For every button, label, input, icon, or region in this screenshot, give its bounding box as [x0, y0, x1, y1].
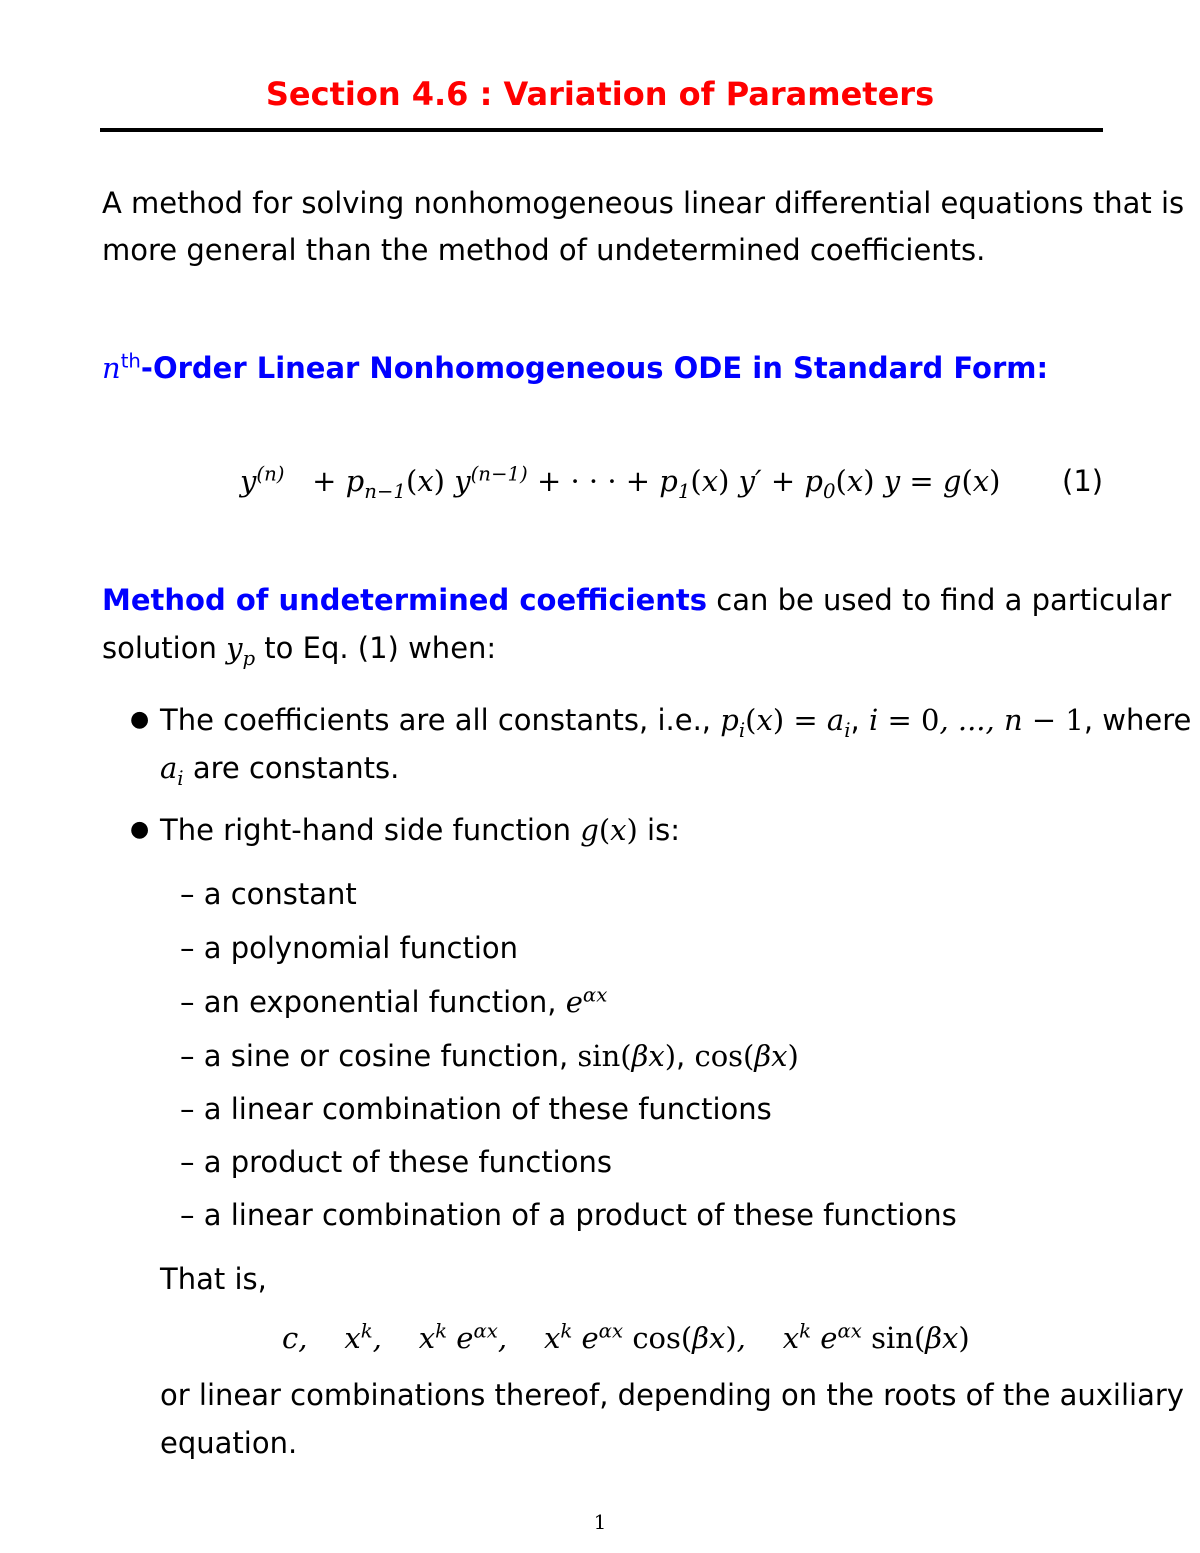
sub-item: – a constant	[180, 877, 357, 911]
method-line-2: solution $y_p$ to Eq. (1) when:	[102, 631, 497, 670]
intro-line-2: more general than the method of undetermined coefficients.	[102, 233, 986, 267]
intro-line-1: A method for solving nonhomogeneous linear differential equations that is	[102, 186, 1185, 220]
method-emphasis: Method of undetermined coefficients	[102, 583, 708, 617]
title-rule	[100, 128, 1103, 132]
ode-equation: $y^{(n)}$ + $p_{n-1}(x) y^{(n-1)}$ + · · · + $p_1(x) y' + p_0(x) y = g(x)$	[240, 462, 1001, 503]
closing-line-2: equation.	[160, 1426, 298, 1460]
sub-item: – a sine or cosine function, sin(βx), cos(βx)	[180, 1039, 799, 1073]
function-forms: c, $x^k$, $x^k$ $e^{\alpha x}$, $x^k$ $e^{\alpha x}$ cos(βx), $x^k$ $e^{\alpha x}$ sin(βx)	[282, 1319, 970, 1355]
bullet-icon: ●	[130, 707, 150, 732]
bullet-2: The right-hand side function g(x) is:	[160, 813, 680, 847]
bullet-1-line-1: The coefficients are all constants, i.e., $p_i(x) = a_i$, i = 0, ..., n − 1, where	[160, 703, 1192, 742]
section-title: Section 4.6 : Variation of Parameters	[265, 75, 935, 113]
sub-item: – a linear combination of these functions	[180, 1092, 772, 1126]
page-number: 1	[593, 1510, 607, 1534]
ode-heading: $n^{th}$-Order Linear Nonhomogeneous ODE in Standard Form:	[102, 349, 1049, 385]
sub-item: – a polynomial function	[180, 931, 519, 965]
sub-item: – a product of these functions	[180, 1145, 612, 1179]
that-is: That is,	[160, 1262, 267, 1296]
bullet-icon: ●	[130, 817, 150, 842]
equation-number: (1)	[1062, 464, 1104, 498]
bullet-1-line-2: $a_i$ are constants.	[160, 751, 400, 790]
sub-item: – a linear combination of a product of these functions	[180, 1198, 957, 1232]
closing-line-1: or linear combinations thereof, depending on the roots of the auxiliary	[160, 1378, 1184, 1412]
method-line-1: Method of undetermined coefficients can be used to find a particular	[102, 583, 1172, 617]
sub-item: – an exponential function, $e^{\alpha x}$	[180, 983, 608, 1019]
